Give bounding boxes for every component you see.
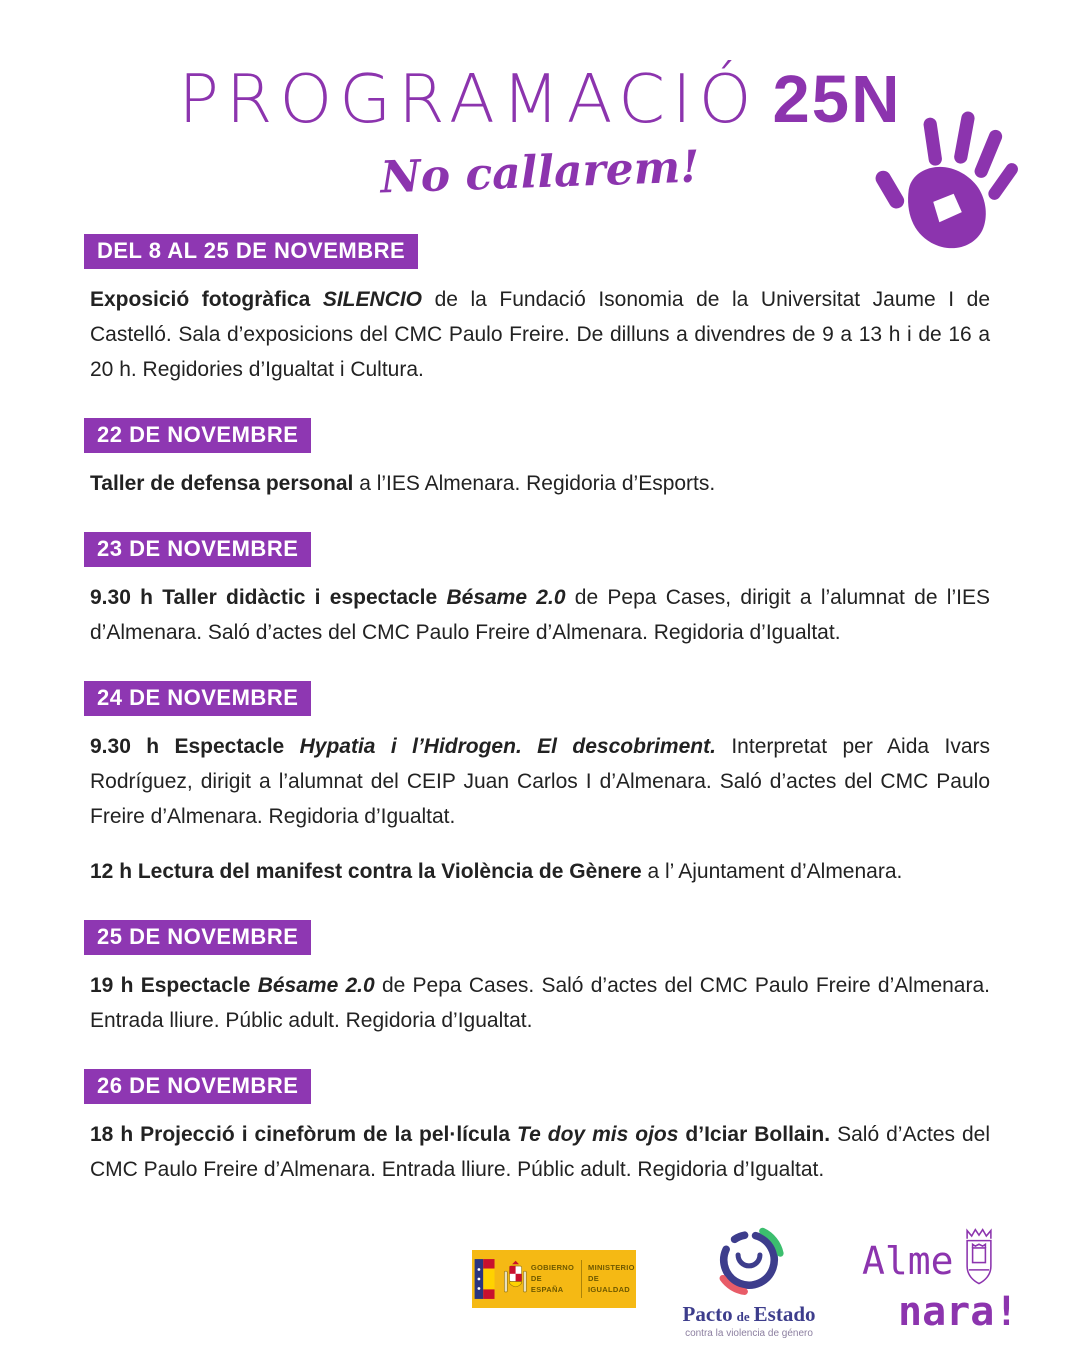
text-run: Bésame 2.0: [257, 974, 375, 997]
pacto-word-3: Estado: [753, 1302, 816, 1326]
coat-of-arms-icon: [500, 1250, 531, 1308]
text-run: Hypatia i l’Hidrogen. El descobriment.: [299, 735, 716, 758]
date-badge: 24 DE NOVEMBRE: [84, 681, 311, 716]
text-run: 18 h Projecció i cinefòrum de la pel·lícula: [90, 1123, 518, 1146]
pacto-circle-icon: [707, 1218, 791, 1302]
ministerio-line1: MINISTERIO: [588, 1262, 635, 1272]
text-run: 19 h Espectacle: [90, 974, 258, 997]
spain-flag-icon: [472, 1250, 500, 1308]
gobierno-divider: [581, 1260, 582, 1298]
section-24-novembre: [90, 681, 990, 889]
text-run: Exposició fotogràfica: [90, 288, 323, 311]
date-badge: DEL 8 AL 25 DE NOVEMBRE: [84, 234, 418, 269]
date-badge: 25 DE NOVEMBRE: [84, 920, 311, 955]
event-text: [90, 729, 990, 834]
pacto-word-2: de: [736, 1309, 750, 1324]
header: [0, 0, 1080, 204]
event-text: [90, 282, 990, 387]
program-list: [0, 198, 1080, 1218]
text-run: 9.30 h Espectacle: [90, 735, 300, 758]
text-run: a l’IES Almenara. Regidoria d’Esports.: [353, 472, 716, 495]
event-text: [90, 968, 990, 1038]
pacto-de-estado-logo: [684, 1218, 814, 1339]
section-23-novembre: [90, 532, 990, 650]
subtitle: No callarem!: [379, 141, 701, 204]
event-text: [90, 854, 990, 889]
pacto-name: [683, 1304, 816, 1325]
text-run: Te doy mis ojos: [517, 1123, 679, 1146]
section-26-novembre: [90, 1069, 990, 1187]
date-badge: 22 DE NOVEMBRE: [84, 418, 311, 453]
text-run: SILENCIO: [322, 288, 423, 311]
text-run: Bésame 2.0: [446, 586, 566, 609]
date-badge: 23 DE NOVEMBRE: [84, 532, 311, 567]
ministerio-text: [588, 1250, 636, 1308]
pacto-word-1: Pacto: [682, 1302, 733, 1326]
gobierno-line1: GOBIERNO: [530, 1262, 575, 1272]
text-run: a l’ Ajuntament d’Almenara.: [641, 860, 903, 883]
text-run: 12 h Lectura del manifest contra la Violència de Gènere: [90, 860, 642, 883]
gobierno-espana-logo: [472, 1250, 636, 1308]
text-run: Saló d’Actes del CMC Paulo Freire d’Almenara. Entrada lliure. Públic adult. Regidoria d’Igualtat.: [90, 1123, 990, 1181]
almenara-line2: nara!: [898, 1288, 1019, 1335]
text-run: 9.30 h Taller didàctic i espectacle: [90, 586, 447, 609]
footer-logos: [0, 1218, 1080, 1350]
almenara-logo: [862, 1226, 1019, 1335]
text-run: Interpretat per Aida Ivars Rodríguez, dirigit a l’alumnat del CEIP Juan Carlos I d’Almenara. Saló d’actes del CMC Paulo Freire d’Almenara. Regidoria d’Igualtat.: [90, 735, 990, 828]
pacto-tagline: contra la violencia de género: [685, 1328, 813, 1339]
title-light: PROGRAMACIÓ: [178, 60, 759, 138]
section-del-8-al-25: [90, 234, 990, 387]
section-25-novembre: [90, 920, 990, 1038]
title-bold: 25N: [772, 62, 902, 137]
date-badge: 26 DE NOVEMBRE: [84, 1069, 311, 1104]
almenara-crest-icon: [956, 1226, 1002, 1290]
text-run: Taller de defensa personal: [90, 472, 354, 495]
text-run: de la Fundació Isonomia de la Universitat Jaume I de Castelló. Sala d’exposicions del CMC Paulo Freire. De dilluns a divendres de 9 a 13 h i de 16 a 20 h. Regidories d’Igualtat i Cultura.: [90, 288, 990, 381]
ministerio-line2: DE IGUALDAD: [588, 1273, 630, 1295]
almenara-line1: Alme: [862, 1238, 954, 1283]
event-text: [90, 580, 990, 650]
section-22-novembre: [90, 418, 990, 501]
text-run: de Pepa Cases. Saló d’actes del CMC Paulo Freire d’Almenara. Entrada lliure. Públic adult. Regidoria d’Igualtat.: [90, 974, 990, 1032]
gobierno-line2: DE ESPAÑA: [530, 1273, 564, 1295]
text-run: de Pepa Cases, dirigit a l’alumnat de l’IES d’Almenara. Saló d’actes del CMC Paulo Freire d’Almenara. Regidoria d’Igualtat.: [90, 586, 990, 644]
event-text: [90, 466, 990, 501]
event-text: [90, 1117, 990, 1187]
handprint-icon: [872, 110, 1020, 258]
gobierno-text: [531, 1250, 574, 1308]
text-run: d’Iciar Bollain.: [678, 1123, 831, 1146]
